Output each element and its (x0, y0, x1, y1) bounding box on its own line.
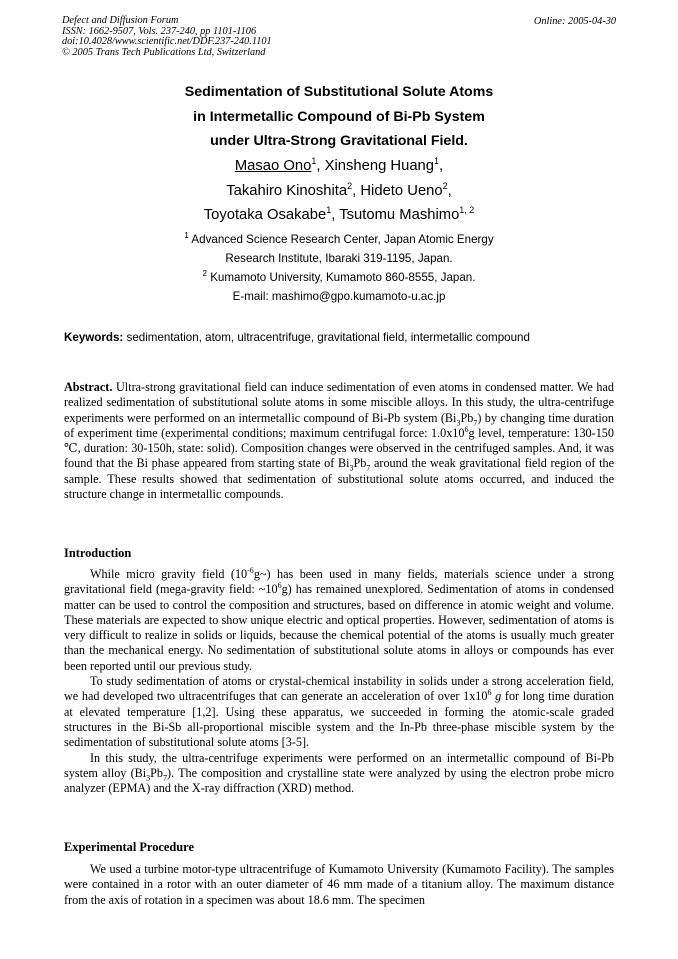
superscript: 6 (277, 581, 282, 591)
contact-email: E-mail: mashimo@gpo.kumamoto-u.ac.jp (232, 290, 446, 303)
abstract-text: Ultra-strong gravitational field can induce sedimentation of even atoms in condensed matter. We had realized sedimentation of substitutional solute atoms in some miscible alloys. In this study, the ultra-centrifuge experiments were performed on an intermetallic compound of Bi-Pb system (Bi (64, 380, 614, 425)
author-name: Hideto Ueno (360, 182, 443, 199)
affiliation-1 (62, 230, 616, 249)
superscript: -6 (247, 565, 254, 575)
title-line-2: in Intermetallic Compound of Bi-Pb System (193, 108, 485, 125)
para-text: Pb (150, 765, 164, 780)
author-name: Toyotaka Osakabe (203, 207, 327, 223)
journal-name: Defect and Diffusion Forum (62, 15, 179, 26)
author-affil-mark: 2 (442, 180, 448, 191)
author-name: Xinsheng Huang (324, 158, 435, 174)
subscript: 3 (456, 418, 461, 428)
para-text: In this study, the ultra-centrifuge experiments were performed on an intermetallic compound of Bi-Pb system alloy (Bi (64, 750, 614, 780)
para-text: for long time duration at elevated temperature [1,2]. Using these apparatus, we succeeded in forming the atomic-scale graded structures in the Bi-Sb all-proportional miscible system and the In-Pb three-phase miscible system by the sedimentation of substitutional solute atoms [3-5]. (64, 689, 614, 750)
abstract-text: Pb (460, 410, 474, 425)
introduction-heading: Introduction (64, 546, 132, 560)
author-name: Masao Ono (234, 158, 312, 174)
abstract-text: ) by changing time duration of experiment time (experimental conditions; maximum centrifugal force: 1.0x10 (64, 410, 614, 440)
superscript: 6 (487, 688, 492, 698)
para-text: g) has remained unexplored. Sedimentation of atoms in condensed matter can be used to control the composition and structures, based on difference in atomic weight and volume. These materials are expected to show unique electric and optical properties. However, sedimentation of atoms is very difficult to realize in solids or liquids, because the chemical potential of the atoms is usually much greater than the mechanical energy. No sedimentation of substitutional solute atoms in alloys or compounds has ever been reported until our previous study. (64, 582, 614, 673)
abstract-text: g level, temperature: 130-150 ℃, duration: 30-150h, state: solid). Composition changes were observed in the centrifuged samples. And, it was found that the Bi phase appeared from starting state of Bi (64, 425, 614, 471)
para-text: While micro gravity field (10 (90, 567, 248, 581)
abstract (64, 380, 614, 502)
affiliations (62, 230, 616, 306)
affil-text: Advanced Science Research Center, Japan Atomic Energy (191, 233, 494, 246)
experimental-heading: Experimental Procedure (64, 840, 194, 854)
keywords-text: sedimentation, atom, ultracentrifuge, gravitational field, intermetallic compound (126, 331, 530, 344)
online-date: Online: 2005-04-30 (533, 16, 616, 27)
para-text: g~) has been used in many fields, materials science under a strong gravitational field (mega-gravity field: ~10 (64, 567, 614, 597)
journal-copyright: © 2005 Trans Tech Publications Ltd, Switzerland (62, 46, 266, 58)
author-affil-mark: 1 (326, 205, 332, 216)
title-line-3: under Ultra-Strong Gravitational Field. (210, 133, 468, 149)
subscript: 7 (473, 418, 478, 428)
affil-number: 2 (202, 269, 207, 279)
subscript: 7 (366, 463, 371, 473)
author-line-1: Masao Ono$^1$, Xinsheng Huang$^1$, (234, 156, 444, 174)
journal-header (62, 16, 616, 58)
paper-title (62, 80, 616, 154)
author-affil-mark: 1 (434, 156, 440, 167)
para-text: ). The composition and crystalline state were analyzed by using the electron probe micro analyzer (EPMA) and the X-ray diffraction (XRD) method. (64, 765, 614, 796)
intro-paragraph-3 (64, 751, 614, 797)
author-name: Takahiro Kinoshita (226, 182, 348, 199)
journal-issn: ISSN: 1662-9507, Vols. 237-240, pp 1101-1106 (62, 25, 257, 37)
subscript: 3 (146, 773, 151, 783)
keywords-label: Keywords: (64, 331, 124, 344)
author-line-3: Toyotaka Osakabe$^1$, Tsutomu Mashimo$^{1, 2}$ (203, 205, 475, 223)
affil-number: 1 (184, 231, 189, 241)
experimental-body (64, 862, 614, 908)
author-line-2: Takahiro Kinoshita$^2$, Hideto Ueno$^2$, (226, 180, 452, 199)
author-name: Tsutomu Mashimo (339, 207, 460, 223)
italic-unit: g (491, 689, 502, 704)
intro-paragraph-1 (64, 567, 614, 674)
author-affil-mark: 1 (311, 156, 317, 167)
introduction-body (64, 567, 614, 796)
abstract-label: Abstract. (64, 380, 113, 394)
subscript: 3 (349, 463, 354, 473)
subscript: 7 (163, 773, 168, 783)
author-affil-mark: 1, 2 (459, 205, 475, 216)
affiliation-2 (62, 268, 616, 287)
abstract-text: Pb (353, 456, 367, 471)
affiliation-1-cont: Research Institute, Ibaraki 319-1195, Japan. (225, 252, 453, 265)
intro-paragraph-2 (64, 674, 614, 750)
journal-doi: doi:10.4028/www.scientific.net/DDF.237-240.1101 (62, 36, 272, 48)
title-line-1: Sedimentation of Substitutional Solute Atoms (184, 84, 494, 100)
experimental-paragraph-1: We used a turbine motor-type ultracentrifuge of Kumamoto University (Kumamoto Facility). The samples were contained in a rotor with an outer diameter of 46 mm made of a titanium alloy. The maximum distance from the axis of rotation in a specimen was about 18.6 mm. The specimen (64, 862, 614, 907)
keywords (64, 330, 616, 345)
author-affil-mark: 2 (347, 180, 353, 191)
affil-text: Kumamoto University, Kumamoto 860-8555, Japan. (210, 271, 476, 284)
para-text: To study sedimentation of atoms or crystal-chemical instability in solids under a strong acceleration field, we had developed two ultracentrifuges that can generate an acceleration of over 1x10 (64, 674, 614, 704)
abstract-text: around the weak gravitational field region of the sample. These results showed that sedimentation of substitutional solute atoms occurred, and induced the structure change in intermetallic compounds. (64, 456, 614, 502)
superscript: 6 (464, 424, 469, 434)
author-list (62, 154, 616, 228)
